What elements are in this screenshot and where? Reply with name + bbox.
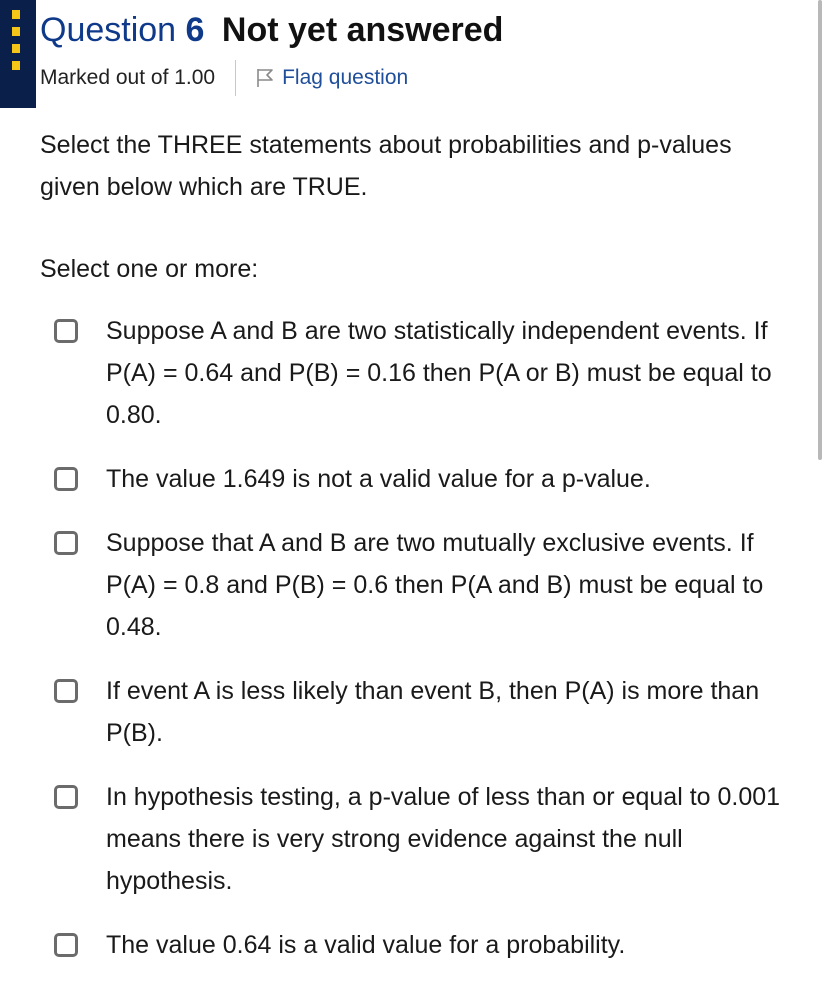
answer-option-text: Suppose that A and B are two mutually exclusive events. If P(A) = 0.8 and P(B) = 0.6 then P(A and B) must be equal to 0.48. [106, 529, 764, 641]
checkbox-unchecked-icon[interactable] [54, 467, 78, 491]
question-number: 6 [185, 11, 205, 49]
answer-option[interactable] [54, 310, 794, 436]
checkbox-unchecked-icon[interactable] [54, 933, 78, 957]
nav-marker [12, 27, 20, 36]
nav-marker [12, 61, 20, 70]
answer-option[interactable] [54, 522, 794, 648]
answer-option-text: Suppose A and B are two statistically independent events. If P(A) = 0.64 and P(B) = 0.16 then P(A or B) must be equal to 0.80. [106, 317, 772, 429]
meta-divider [235, 60, 236, 96]
answer-option[interactable] [54, 670, 794, 754]
question-state: Not yet answered [221, 11, 504, 49]
marked-out-of: Marked out of 1.00 [40, 66, 216, 89]
flag-question-link[interactable] [256, 66, 408, 90]
answer-option-text: In hypothesis testing, a p-value of less than or equal to 0.001 means there is very strong evidence against the null hypothesis. [106, 783, 781, 895]
answer-option-text: The value 0.64 is a valid value for a probability. [106, 931, 626, 959]
answer-option[interactable] [54, 776, 794, 902]
answer-option-text: The value 1.649 is not a valid value for a p-value. [106, 465, 651, 493]
question-prompt: Select the THREE statements about probabilities and p-values given below which are TRUE. [40, 131, 732, 201]
answer-option[interactable] [54, 458, 794, 500]
question-word: Question [40, 11, 177, 49]
checkbox-unchecked-icon[interactable] [54, 679, 78, 703]
question-title [40, 10, 503, 50]
answer-options [54, 310, 794, 988]
checkbox-unchecked-icon[interactable] [54, 531, 78, 555]
nav-marker [12, 10, 20, 19]
select-instruction: Select one or more: [40, 255, 259, 283]
answer-option-text: If event A is less likely than event B, then P(A) is more than P(B). [106, 677, 760, 747]
question-header [40, 10, 503, 96]
question-meta [40, 60, 503, 96]
quiz-nav-strip[interactable] [0, 0, 36, 108]
answer-option[interactable] [54, 924, 794, 966]
checkbox-unchecked-icon[interactable] [54, 319, 78, 343]
checkbox-unchecked-icon[interactable] [54, 785, 78, 809]
flag-outline-icon [256, 68, 274, 88]
flag-question-label: Flag question [282, 66, 409, 89]
page-scrollbar[interactable] [818, 0, 822, 460]
nav-marker [12, 44, 20, 53]
